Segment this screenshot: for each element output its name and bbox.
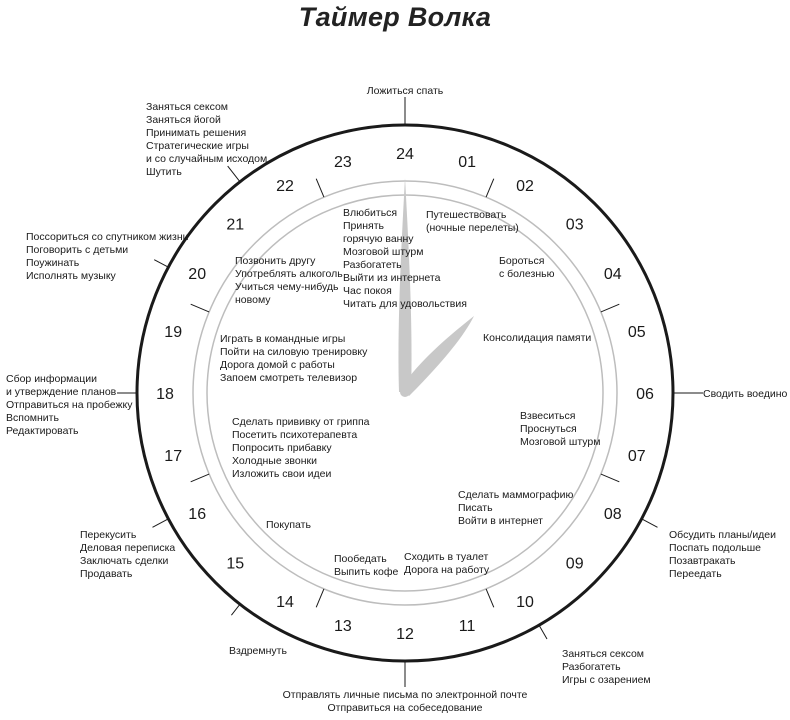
callout-line bbox=[231, 604, 240, 615]
note-lower-right: Обсудить планы/идеи Поспать подольше Позавтракать Переедать bbox=[669, 529, 777, 580]
hour-number-17: 17 bbox=[164, 448, 183, 466]
callout-line bbox=[153, 519, 169, 528]
note-travel: Путешествовать (ночные перелеты) bbox=[426, 209, 519, 234]
hour-number-15: 15 bbox=[226, 555, 245, 573]
hour-number-01: 01 bbox=[458, 154, 476, 172]
hour-number-07: 07 bbox=[627, 448, 646, 466]
note-bottom: Отправлять личные письма по электронной почте Отправиться на собеседование bbox=[282, 689, 528, 714]
hour-number-14: 14 bbox=[276, 593, 294, 611]
hour-number-18: 18 bbox=[156, 386, 174, 403]
tick-mark bbox=[486, 589, 494, 607]
note-left-upper: Поссориться со спутником жизни Поговорить с детьми Поужинать Исполнять музыку bbox=[26, 231, 189, 282]
note-commute: Сходить в туалет Дорога на работу bbox=[404, 551, 490, 576]
hour-number-13: 13 bbox=[334, 617, 352, 635]
tick-mark bbox=[486, 179, 494, 197]
hour-number-22: 22 bbox=[276, 178, 294, 196]
note-morning: Сделать маммографию Писать Войти в интернет bbox=[458, 489, 574, 527]
hour-number-06: 06 bbox=[636, 386, 654, 403]
note-night-center: Влюбиться Принять горячую ванну Мозговой штурм Разбогатеть Выйти из интернета Час покоя Читать для удовольствия bbox=[343, 207, 467, 310]
hour-number-20: 20 bbox=[188, 266, 207, 283]
hour-number-12: 12 bbox=[396, 626, 414, 643]
note-late: Позвонить другу Употреблять алкоголь Учиться чему-нибудь новому bbox=[235, 255, 343, 306]
hour-number-03: 03 bbox=[565, 216, 584, 234]
note-lower-left: Перекусить Деловая переписка Заключать сделки Продавать bbox=[80, 529, 176, 580]
tick-mark bbox=[601, 474, 619, 482]
callout-line bbox=[539, 625, 547, 639]
tick-mark bbox=[191, 304, 209, 312]
note-right: Сводить воедино bbox=[703, 388, 788, 400]
note-nap: Вздремнуть bbox=[229, 645, 287, 657]
note-lunch: Пообедать Выпить кофе bbox=[334, 553, 399, 578]
note-illness: Бороться с болезнью bbox=[499, 255, 555, 280]
hour-number-05: 05 bbox=[627, 323, 646, 341]
hour-number-24: 24 bbox=[396, 146, 414, 163]
hour-number-11: 11 bbox=[458, 617, 476, 635]
hour-number-10: 10 bbox=[516, 593, 534, 611]
hour-number-02: 02 bbox=[516, 178, 534, 196]
hand-hub bbox=[400, 387, 410, 397]
hour-number-16: 16 bbox=[188, 506, 207, 523]
hour-hand bbox=[401, 316, 474, 396]
tick-mark bbox=[191, 474, 209, 482]
note-evening: Играть в командные игры Пойти на силовую тренировку Дорога домой с работы Запоем смотреть телевизор bbox=[220, 333, 368, 384]
tick-mark bbox=[601, 304, 619, 312]
hour-number-21: 21 bbox=[226, 216, 245, 234]
note-left: Сбор информации и утверждение планов Отправиться на пробежку Вспомнить Редактировать bbox=[6, 373, 133, 437]
hour-number-09: 09 bbox=[565, 555, 584, 573]
tick-mark bbox=[316, 589, 324, 607]
note-wake: Взвеситься Проснуться Мозговой штурм bbox=[520, 410, 601, 448]
note-sleep: Ложиться спать bbox=[366, 85, 444, 97]
note-memory: Консолидация памяти bbox=[483, 332, 592, 344]
page-title: Таймер Волка bbox=[298, 2, 492, 32]
hour-number-23: 23 bbox=[334, 154, 352, 172]
callout-line bbox=[642, 519, 658, 528]
note-afternoon: Сделать прививку от гриппа Посетить психотерапевта Попросить прибавку Холодные звонки Изложить свои идеи bbox=[232, 416, 370, 480]
hour-number-04: 04 bbox=[603, 266, 622, 283]
hour-number-08: 08 bbox=[603, 506, 622, 523]
note-bottom-right: Заняться сексом Разбогатеть Игры с озарением bbox=[562, 648, 651, 686]
tick-mark bbox=[316, 179, 324, 197]
hour-number-19: 19 bbox=[164, 323, 183, 341]
note-top-left: Заняться сексом Заняться йогой Принимать решения Стратегические игры и со случайным исходом Шутить bbox=[146, 101, 268, 178]
note-shop: Покупать bbox=[266, 519, 311, 531]
